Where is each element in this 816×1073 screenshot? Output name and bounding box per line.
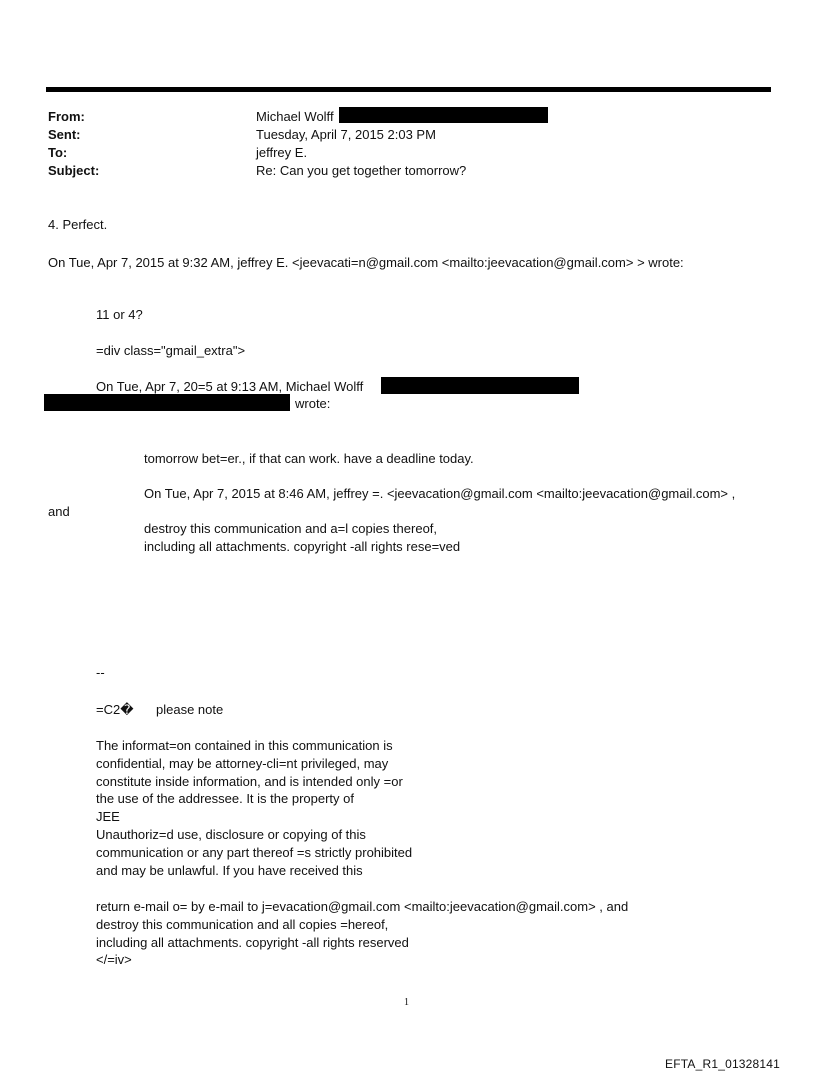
disclaimer-line: JEE (96, 809, 120, 824)
disclaimer-line: the use of the addressee. It is the property of (96, 791, 354, 806)
disclaimer-line: Unauthoriz=d use, disclosure or copying of this (96, 827, 366, 842)
signature-c2: =C2� (96, 702, 134, 717)
return-line: return e-mail o= by e-mail to j=evacation@gmail.com <mailto:jeevacation@gmail.com> , and (96, 899, 629, 914)
to-value: jeffrey E. (256, 145, 308, 160)
return-line: </=iv> (96, 952, 132, 967)
reply-text: 4. Perfect. (48, 217, 108, 232)
quote3-intro: On Tue, Apr 7, 2015 at 8:46 AM, jeffrey =. <jeevacation@gmail.com <mailto:jeevacation@gmail.com> , (144, 486, 736, 501)
quote3-line1: destroy this communication and a=l copies thereof, (144, 521, 438, 536)
disclaimer-line: confidential, may be attorney-cli=nt privileged, may (96, 756, 389, 771)
quote1-line2: =div class="gmail_extra"> (96, 343, 246, 358)
sent-value: Tuesday, April 7, 2015 2:03 PM (256, 127, 436, 142)
disclaimer-line: The informat=on contained in this communication is (96, 738, 393, 753)
quote3-line2: including all attachments. copyright -all rights rese=ved (144, 539, 461, 554)
redaction-bar (381, 377, 579, 394)
subject-value: Re: Can you get together tomorrow? (256, 163, 467, 178)
quote2-line1: tomorrow bet=er., if that can work. have a deadline today. (144, 451, 474, 466)
page-number: 1 (404, 997, 409, 1008)
sent-label: Sent: (48, 127, 81, 142)
and-word: and (48, 504, 70, 519)
quote1-line1: 11 or 4? (96, 307, 143, 322)
redaction-bar (44, 394, 290, 411)
return-line: including all attachments. copyright -all rights reserved (96, 935, 409, 950)
return-line: destroy this communication and all copies =hereof, (96, 917, 389, 932)
quote1-intro: On Tue, Apr 7, 2015 at 9:32 AM, jeffrey E. <jeevacati=n@gmail.com <mailto:jeevacation@gmail.com> > wrote: (48, 255, 684, 270)
disclaimer-line: constitute inside information, and is intended only =or (96, 774, 403, 789)
quote2-intro-b: wrote: (295, 396, 331, 411)
disclaimer-line: and may be unlawful. If you have received this (96, 863, 363, 878)
disclaimer-line: communication or any part thereof =s strictly prohibited (96, 845, 413, 860)
signature-dash: -- (96, 665, 105, 680)
redaction-bar (339, 107, 548, 123)
header-rule (46, 87, 771, 92)
signature-note: please note (156, 702, 224, 717)
quote2-intro-a: On Tue, Apr 7, 20=5 at 9:13 AM, Michael Wolff (96, 379, 364, 394)
subject-label: Subject: (48, 163, 100, 178)
from-label: From: (48, 109, 85, 124)
from-value: Michael Wolff (256, 109, 334, 124)
document-id: EFTA_R1_01328141 (665, 1057, 781, 1071)
to-label: To: (48, 145, 68, 160)
